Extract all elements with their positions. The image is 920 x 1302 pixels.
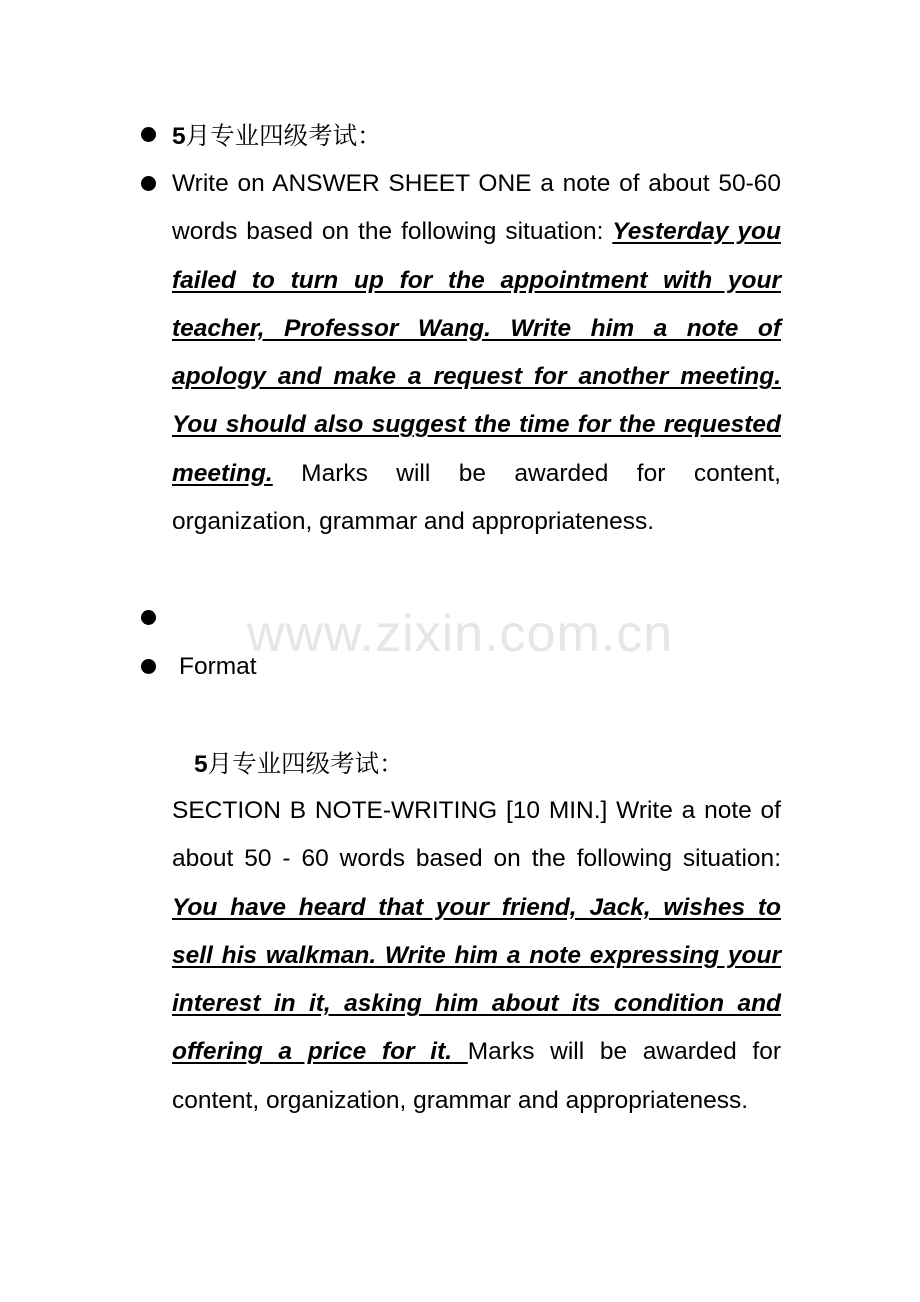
heading-number: 5 <box>172 123 186 150</box>
format-label: Format <box>179 653 257 680</box>
marks-text: Marks will be awarded for content, organization, grammar and appropriateness. <box>172 1038 781 1114</box>
instruction-text: Write on ANSWER SHEET ONE a note of about 50-60 words based on the following situation: <box>172 170 781 246</box>
watermark: www.zixin.com.cn <box>246 605 674 663</box>
instruction-text: SECTION B NOTE-WRITING [10 MIN.] Write a note of about 50 - 60 words based on the following situation: <box>172 797 781 873</box>
heading-text: 月专业四级考试： <box>185 121 382 150</box>
section2-paragraph <box>172 787 781 1125</box>
heading-text: 月专业四级考试： <box>207 749 404 778</box>
task-text: You have heard that your friend, Jack, wishes to sell his walkman. Write him a note expressing your interest in it, asking him about its condition and offering a price for it. <box>172 893 781 1066</box>
section1-heading <box>172 112 781 161</box>
bullet-point <box>141 176 156 191</box>
marks-text: Marks will be awarded for content, organization, grammar and appropriateness. <box>172 459 781 536</box>
task-text: Yesterday you failed to turn up for the appointment with your teacher, Professor Wang. Write him a note of apology and make a request for another meeting. You should also suggest the time for the requested meeting. <box>172 218 781 487</box>
section2-heading <box>194 740 404 789</box>
section1-paragraph <box>172 160 781 546</box>
bullet-point <box>141 127 156 142</box>
bullet-point <box>141 659 156 674</box>
bullet-point <box>141 610 156 625</box>
heading-number: 5 <box>194 751 208 778</box>
